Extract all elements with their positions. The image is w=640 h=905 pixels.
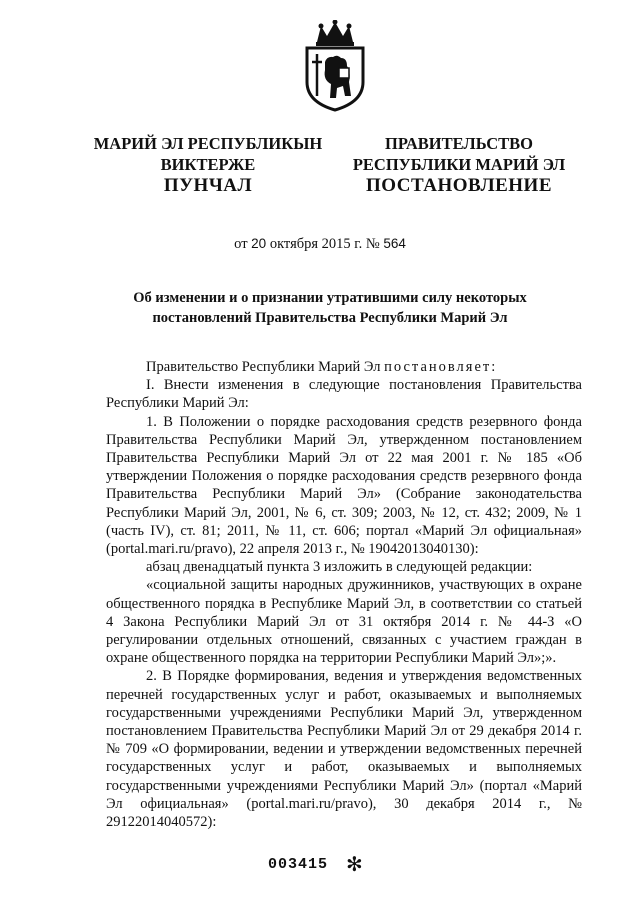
- date-prefix: от: [234, 236, 248, 252]
- header-right-line2: РЕСПУБЛИКИ МАРИЙ ЭЛ: [352, 155, 566, 174]
- paragraph-section-1: I. Внести изменения в следующие постановления Правительства Республики Марий Эл:: [106, 377, 582, 412]
- date-line: [0, 236, 640, 253]
- header-right-line1: ПРАВИТЕЛЬСТВО: [385, 134, 533, 153]
- document-number: 564: [383, 236, 406, 251]
- document-title: [120, 288, 540, 328]
- header-left-line2: ВИКТЕРЖЕ: [160, 155, 256, 174]
- preamble-text: Правительство Республики Марий Эл: [146, 359, 381, 375]
- doctype-right: ПОСТАНОВЛЕНИЕ: [365, 175, 553, 196]
- paragraph-item-1-instruction: абзац двенадцатый пункта 3 изложить в следующей редакции:: [146, 559, 533, 576]
- title-line2: постановлений Правительства Республики Марий Эл: [152, 310, 508, 326]
- date-month-year: октября 2015 г. №: [269, 236, 380, 252]
- header-left: [82, 133, 334, 175]
- date-day: 20: [251, 236, 267, 251]
- serial-number: 003415: [268, 856, 329, 873]
- document-body: [106, 358, 582, 831]
- republic-emblem-icon: [303, 20, 367, 112]
- paragraph-item-1-quote: «социальной защиты народных дружинников, участвующих в охране общественного порядка в Республике Марий Эл, в соответствии со статьей 4 Закона Республики Марий Эл от 31 октября 2014 г. № 44-З «О регулировании отдельных отношений, связанных с участием граждан в охране общественного порядка на территории Республики Марий Эл»;».: [106, 577, 582, 667]
- doctype-left: ПУНЧАЛ: [163, 175, 253, 196]
- paragraph-item-1: 1. В Положении о порядке расходования средств резервного фонда Правительства Республики Марий Эл, утвержденном постановлением Правительства Республики Марий Эл от 22 мая 2001 г. № 185 «Об утверждении Положения о порядке расходования средств резервного фонда Правительства Республики Марий Эл» (Собрание законодательства Республики Марий Эл, 2001, № 6, ст. 309; 2003, № 12, ст. 432; 2009, № 1 (часть IV), ст. 81; 2011, № 11, ст. 606; портал «Марий Эл официальная» (portal.mari.ru/pravo), 22 апреля 2013 г., № 19042013040130):: [106, 413, 582, 558]
- asterisk-mark: ✻: [346, 852, 363, 876]
- title-line1: Об изменении и о признании утратившими силу некоторых: [133, 290, 527, 306]
- header-left-line1: МАРИЙ ЭЛ РЕСПУБЛИКЫН: [93, 134, 323, 153]
- paragraph-item-2: 2. В Порядке формирования, ведения и утверждения ведомственных перечней государственных услуг и работ, оказываемых и выполняемых государственными учреждениями Республики Марий Эл, утвержденном постановлением Правительства Республики Марий Эл от 29 декабря 2014 г. № 709 «О формировании, ведении и утверждении ведомственных перечней государственных услуг и работ, оказываемых и выполняемых государственными учреждениями Республики Марий Эл» (портал «Марий Эл официальная» (portal.mari.ru/pravo), 30 декабря 2014 г., № 29122014040572):: [106, 668, 582, 831]
- paragraph-preamble: [106, 358, 582, 376]
- preamble-verb: постановляет:: [384, 359, 498, 375]
- header-right: [348, 133, 570, 175]
